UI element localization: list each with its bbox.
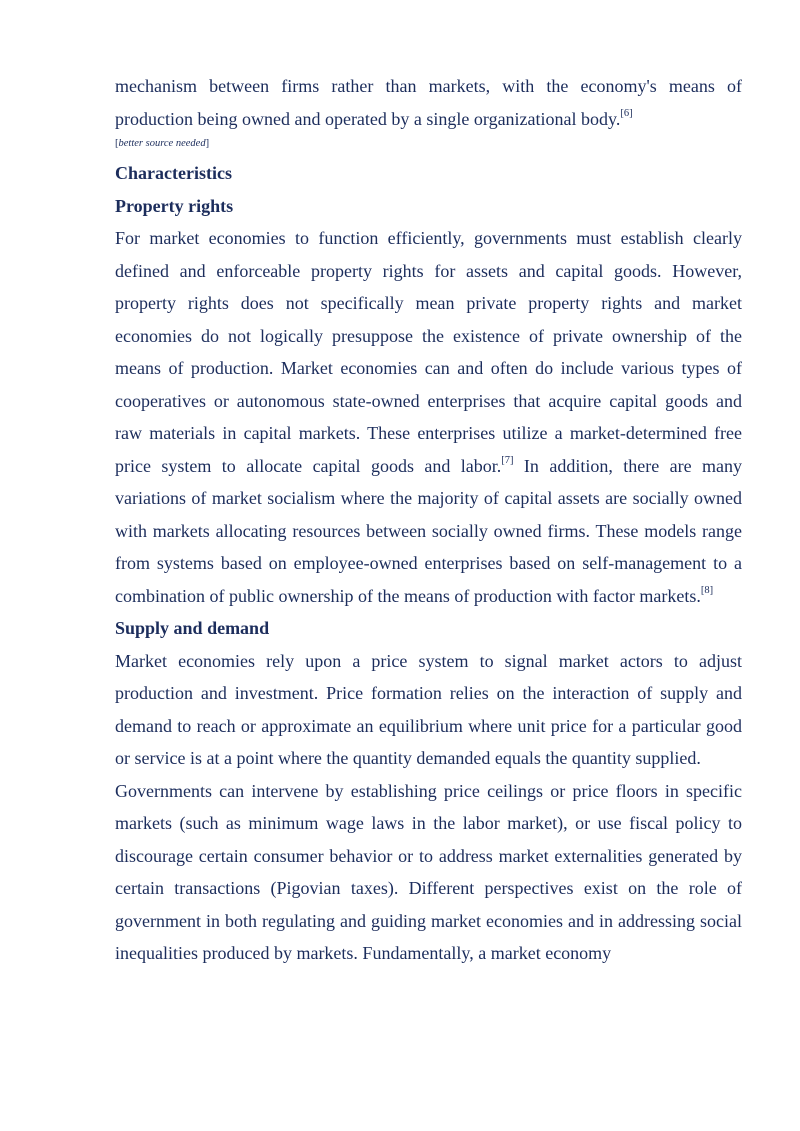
citation-7[interactable]: [7] [501,454,514,466]
intro-paragraph [115,70,742,135]
characteristics-heading: Characteristics [115,163,232,183]
citation-8[interactable]: [8] [700,584,714,596]
supply-demand-heading: Supply and demand [115,618,270,638]
document-page [115,70,742,970]
citation-6[interactable]: [6] [620,107,633,119]
property-text-a: For market economies to function efficiently, governments must establish clearly defined and enforceable property rights for assets and capital goods. However, property rights does not specifically mean private property rights and market economies do not logically presuppose the existence of private ownership of the means of production. Market economies can and often do include various types of cooperatives or autonomous state-owned enterprises that acquire capital goods and raw materials in capital markets. These enterprises utilize a market-determined free price system to allocate capital goods and labor. [115,228,742,476]
supply-demand-paragraph-2: Governments can intervene by establishing price ceilings or price floors in specific markets (such as minimum wage laws in the labor market), or use fiscal policy to discourage certain consumer behavior or to address market externalities generated by certain transactions (Pigovian taxes). Different perspectives exist on the role of government in both regulating and guiding market economies and in addressing social inequalities produced by markets. Fundamentally, a market economy [115,780,742,963]
better-source-note-text: better source needed [118,138,206,149]
property-rights-paragraph [115,222,742,612]
property-rights-heading: Property rights [115,195,234,216]
intro-text: mechanism between firms rather than markets, with the economy's means of production being owned and operated by a single organizational body. [115,76,742,129]
better-source-note[interactable]: [better source needed] [115,138,210,149]
supply-demand-paragraph-1: Market economies rely upon a price system to signal market actors to adjust production and investment. Price formation relies on the interaction of supply and demand to reach or approximate an equilibrium where unit price for a particular good or service is at a point where the quantity demanded equals the quantity supplied. [115,650,742,768]
property-text-b: In addition, there are many variations of market socialism where the majority of capital assets are socially owned with markets allocating resources between socially owned firms. These models range from systems based on employee-owned enterprises based on self-management to a combination of public ownership of the means of production with factor markets. [115,455,742,606]
